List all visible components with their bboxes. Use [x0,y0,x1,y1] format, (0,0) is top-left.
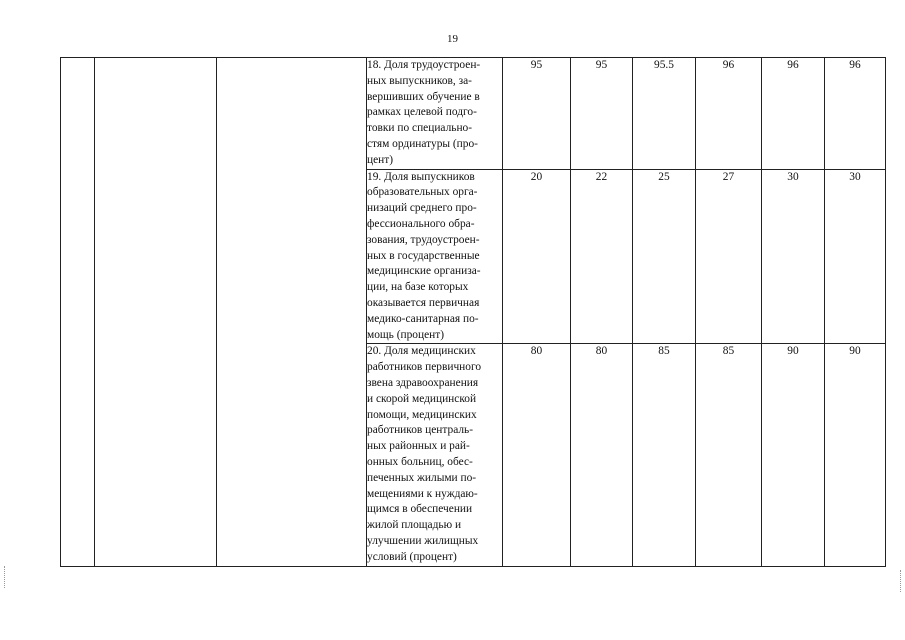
indicator-cell: 19. Доля выпускников образовательных орга- низаций среднего про- фессионального обра- зования, трудоустроен- ных в государственные медицинские организа- ции, на базе которых оказывается первичная медико-санитарная по- мощь (процент) [367,169,503,344]
left-crop-mark [4,566,6,588]
value-cell: 95 [571,58,633,170]
value-cell: 80 [503,344,571,566]
value-cell: 96 [825,58,886,170]
value-cell: 96 [696,58,762,170]
value-cell: 80 [571,344,633,566]
value-cell: 30 [825,169,886,344]
indicator-cell: 18. Доля трудоустроен- ных выпускников, за- вершивших обучение в рамках целевой подго- товки по специально- стям ординатуры (про- цент) [367,58,503,170]
value-cell: 85 [633,344,696,566]
value-cell: 85 [696,344,762,566]
value-cell: 27 [696,169,762,344]
value-cell: 22 [571,169,633,344]
indicators-table [60,57,886,567]
value-cell: 95 [503,58,571,170]
empty-column-cell [217,58,367,567]
page-number: 19 [447,33,458,45]
indicator-cell: 20. Доля медицинских работников первичного звена здравоохранения и скорой медицинской помощи, медицинских работников централь- ных районных и рай- онных больниц, обес- печенных жилыми по- мещениями к нуждаю- щимся в обеспечении жилой площадью и улучшении жилищных условий (процент) [367,344,503,566]
number-column-cell [61,58,95,567]
value-cell: 30 [762,169,825,344]
value-cell: 20 [503,169,571,344]
table-row [61,58,886,170]
value-cell: 95.5 [633,58,696,170]
right-crop-mark [900,570,902,592]
value-cell: 90 [825,344,886,566]
value-cell: 25 [633,169,696,344]
value-cell: 90 [762,344,825,566]
name-column-cell [95,58,217,567]
value-cell: 96 [762,58,825,170]
